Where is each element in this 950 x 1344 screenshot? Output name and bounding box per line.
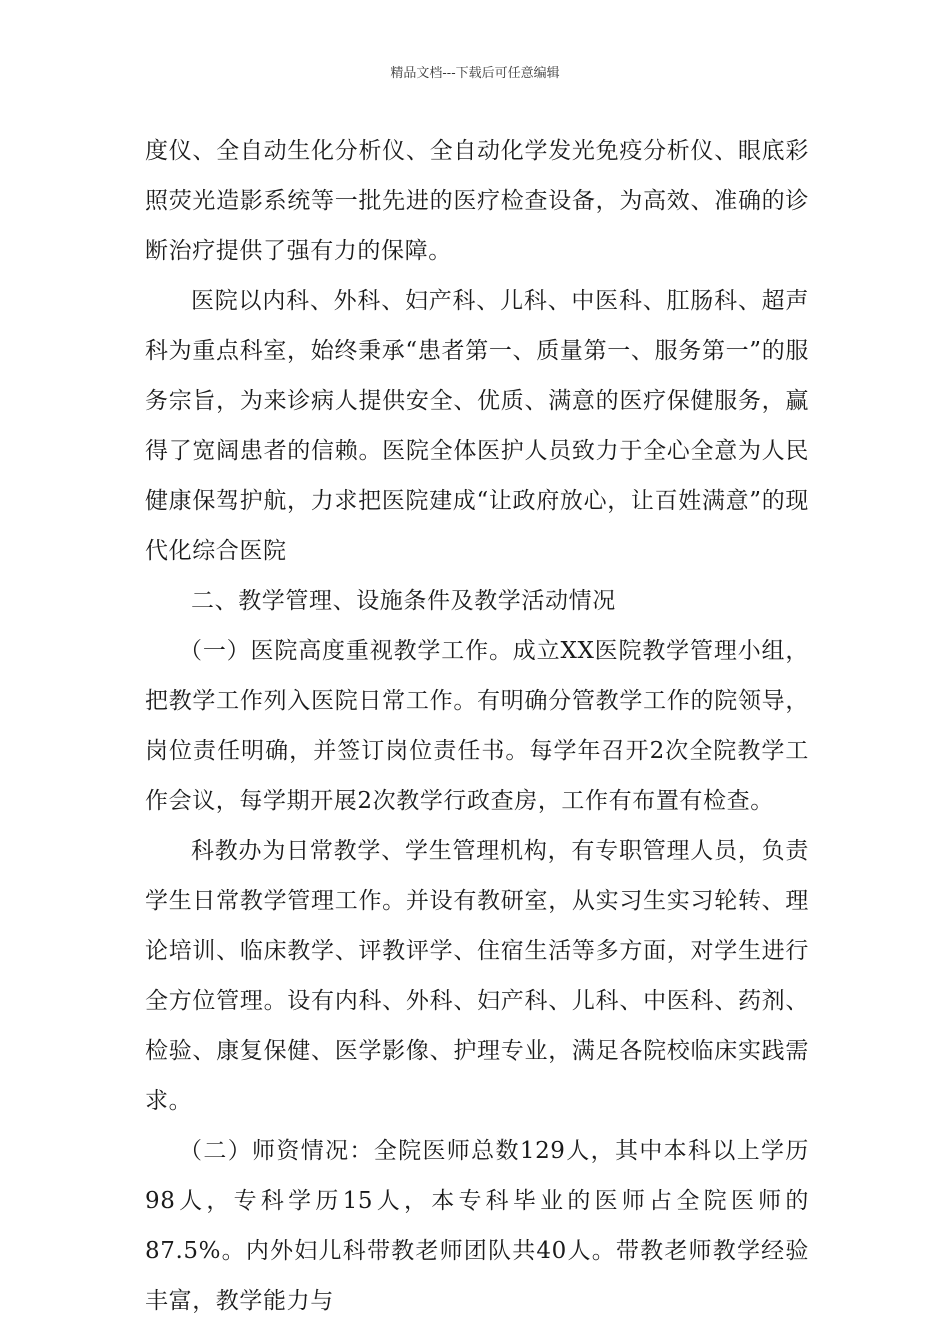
paragraph-teaching-management: （一）医院高度重视教学工作。成立XX医院教学管理小组，把教学工作列入医院日常工作。有明确分管教学工作的院领导，岗位责任明确，并签订岗位责任书。每学年召开2次全院教学工作会议，每学期开展2次教学行政查房，工作有布置有检查。 (145, 638, 809, 814)
paragraph-education-office: 科教办为日常教学、学生管理机构，有专职管理人员，负责学生日常教学管理工作。并设有教研室，从实习生实习轮转、理论培训、临床教学、评教评学、住宿生活等多方面，对学生进行全方位管理。设有内科、外科、妇产科、儿科、中医科、药剂、检验、康复保健、医学影像、护理专业，满足各院校临床实践需求。 (145, 838, 809, 1114)
document-body (145, 126, 809, 1326)
page-header: 精品文档---下载后可任意编辑 (390, 66, 560, 81)
section-heading: 二、教学管理、设施条件及教学活动情况 (191, 588, 616, 614)
paragraph-continuation: 度仪、全自动生化分析仪、全自动化学发光免疫分析仪、眼底彩照荧光造影系统等一批先进的医疗检查设备，为高效、准确的诊断治疗提供了强有力的保障。 (145, 138, 809, 264)
paragraph-faculty: （二）师资情况：全院医师总数129人，其中本科以上学历98人，专科学历15人，本专科毕业的医师占全院医师的87.5%。内外妇儿科带教老师团队共40人。带教老师教学经验丰富，教学能力与 (145, 1138, 809, 1314)
paragraph-hospital-departments: 医院以内科、外科、妇产科、儿科、中医科、肛肠科、超声科为重点科室，始终秉承“患者第一、质量第一、服务第一”的服务宗旨，为来诊病人提供安全、优质、满意的医疗保健服务，赢得了宽阔患者的信赖。医院全体医护人员致力于全心全意为人民健康保驾护航，力求把医院建成“让政府放心，让百姓满意”的现代化综合医院 (145, 288, 809, 564)
